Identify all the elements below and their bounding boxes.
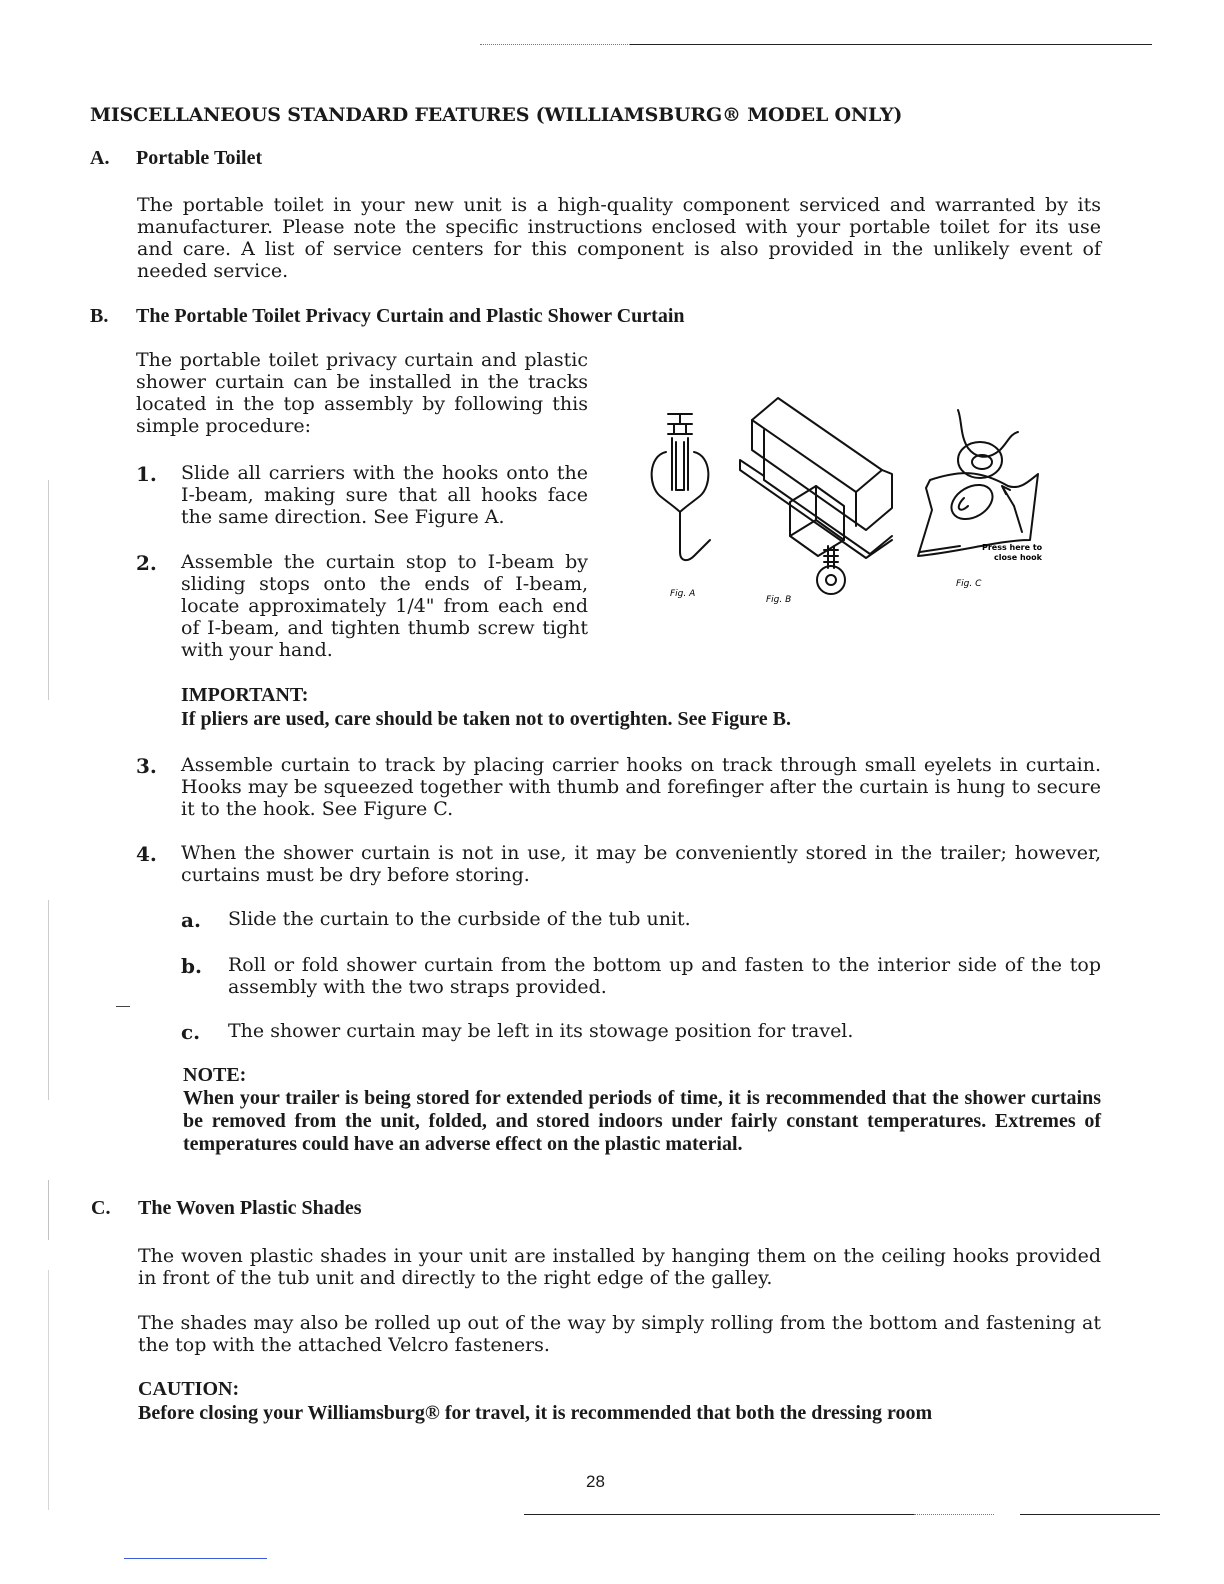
- page-title: MISCELLANEOUS STANDARD FEATURES (WILLIAMSBURG® MODEL ONLY): [90, 104, 903, 126]
- step-text: Assemble the curtain stop to I-beam by sliding stops onto the ends of I-beam, locate approximately 1/4" from each end of I-beam, and tighten thumb screw tight with your hand.: [181, 551, 588, 661]
- step-number: 4.: [136, 842, 157, 866]
- section-c-letter: C.: [91, 1197, 111, 1219]
- bottom-rule-dotted: [914, 1514, 994, 1515]
- callout-line-1: Press here to: [982, 543, 1043, 552]
- step-text: Slide all carriers with the hooks onto the I-beam, making sure that all hooks face the same direction. See Figure A.: [181, 462, 588, 528]
- fig-c-caption: Fig. C: [956, 579, 982, 589]
- carrier-hook-drawing: [652, 414, 710, 560]
- i-beam-track-drawing: [740, 398, 892, 594]
- section-b-intro: The portable toilet privacy curtain and plastic shower curtain can be installed in the tracks located in the top assembly by following this simple procedure:: [136, 349, 588, 437]
- fig-a-caption: Fig. A: [670, 589, 696, 599]
- step-number: 1.: [136, 462, 157, 486]
- substep-letter: b.: [181, 954, 202, 978]
- step-number: 3.: [136, 754, 157, 778]
- margin-mark: [48, 900, 49, 1100]
- section-c-paragraph-2: The shades may also be rolled up out of the way by simply rolling from the bottom and fastening at the top with the attached Velcro fasteners.: [138, 1312, 1101, 1356]
- section-c-heading: The Woven Plastic Shades: [138, 1197, 362, 1219]
- margin-mark: [48, 1270, 49, 1510]
- substep-letter: a.: [181, 908, 201, 932]
- step-text: When the shower curtain is not in use, it may be conveniently stored in the trailer; however, curtains must be dry before storing.: [181, 842, 1101, 886]
- important-text: If pliers are used, care should be taken not to overtighten. See Figure B.: [181, 708, 791, 730]
- note-label: NOTE:: [183, 1064, 247, 1086]
- substep-letter: c.: [181, 1020, 201, 1044]
- section-a-letter: A.: [90, 147, 110, 169]
- note-text: When your trailer is being stored for extended periods of time, it is recommended that the shower curtains be removed from the unit, folded, and stored indoors under fairly constant temperatures. Extremes of temperatures could have an adverse effect on the plastic material.: [183, 1087, 1101, 1155]
- substep-text: Slide the curtain to the curbside of the tub unit.: [228, 908, 691, 930]
- section-a-heading: Portable Toilet: [136, 147, 263, 169]
- section-b-heading: The Portable Toilet Privacy Curtain and Plastic Shower Curtain: [136, 305, 685, 327]
- bottom-rule: [524, 1514, 914, 1515]
- caution-text: Before closing your Williamsburg® for travel, it is recommended that both the dressing room: [138, 1402, 933, 1424]
- section-c-paragraph-1: The woven plastic shades in your unit are installed by hanging them on the ceiling hooks provided in front of the tub unit and directly to the right edge of the galley.: [138, 1245, 1101, 1289]
- caution-label: CAUTION:: [138, 1378, 240, 1400]
- fig-b-caption: Fig. B: [766, 595, 792, 605]
- bottom-rule-right: [1020, 1514, 1160, 1515]
- substep-text: Roll or fold shower curtain from the bottom up and fasten to the interior side of the top assembly with the two straps provided.: [228, 954, 1101, 998]
- top-rule: [630, 44, 1152, 45]
- important-label: IMPORTANT:: [181, 684, 309, 706]
- step-text: Assemble curtain to track by placing carrier hooks on track through small eyelets in curtain. Hooks may be squeezed together with thumb and forefinger after the curtain is hung to secure it to the hook. See Figure C.: [181, 754, 1101, 820]
- page-number: 28: [586, 1472, 605, 1491]
- step-number: 2.: [136, 551, 157, 575]
- margin-mark: [48, 480, 49, 700]
- margin-dash: [116, 1006, 130, 1007]
- section-b-letter: B.: [90, 305, 109, 327]
- blue-underline: [124, 1558, 267, 1559]
- margin-mark: [48, 1180, 49, 1240]
- section-a-paragraph: The portable toilet in your new unit is a high-quality component serviced and warranted by its manufacturer. Please note the specific instructions enclosed with your portable toilet for its use and care. A list of service centers for this component is also provided in the unlikely event of needed service.: [137, 194, 1101, 282]
- top-rule-dotted: [480, 44, 630, 45]
- callout-line-2: close hook: [994, 553, 1042, 562]
- curtain-eyelet-drawing: [918, 410, 1038, 556]
- curtain-hardware-figures: [630, 390, 1070, 610]
- substep-text: The shower curtain may be left in its stowage position for travel.: [228, 1020, 854, 1042]
